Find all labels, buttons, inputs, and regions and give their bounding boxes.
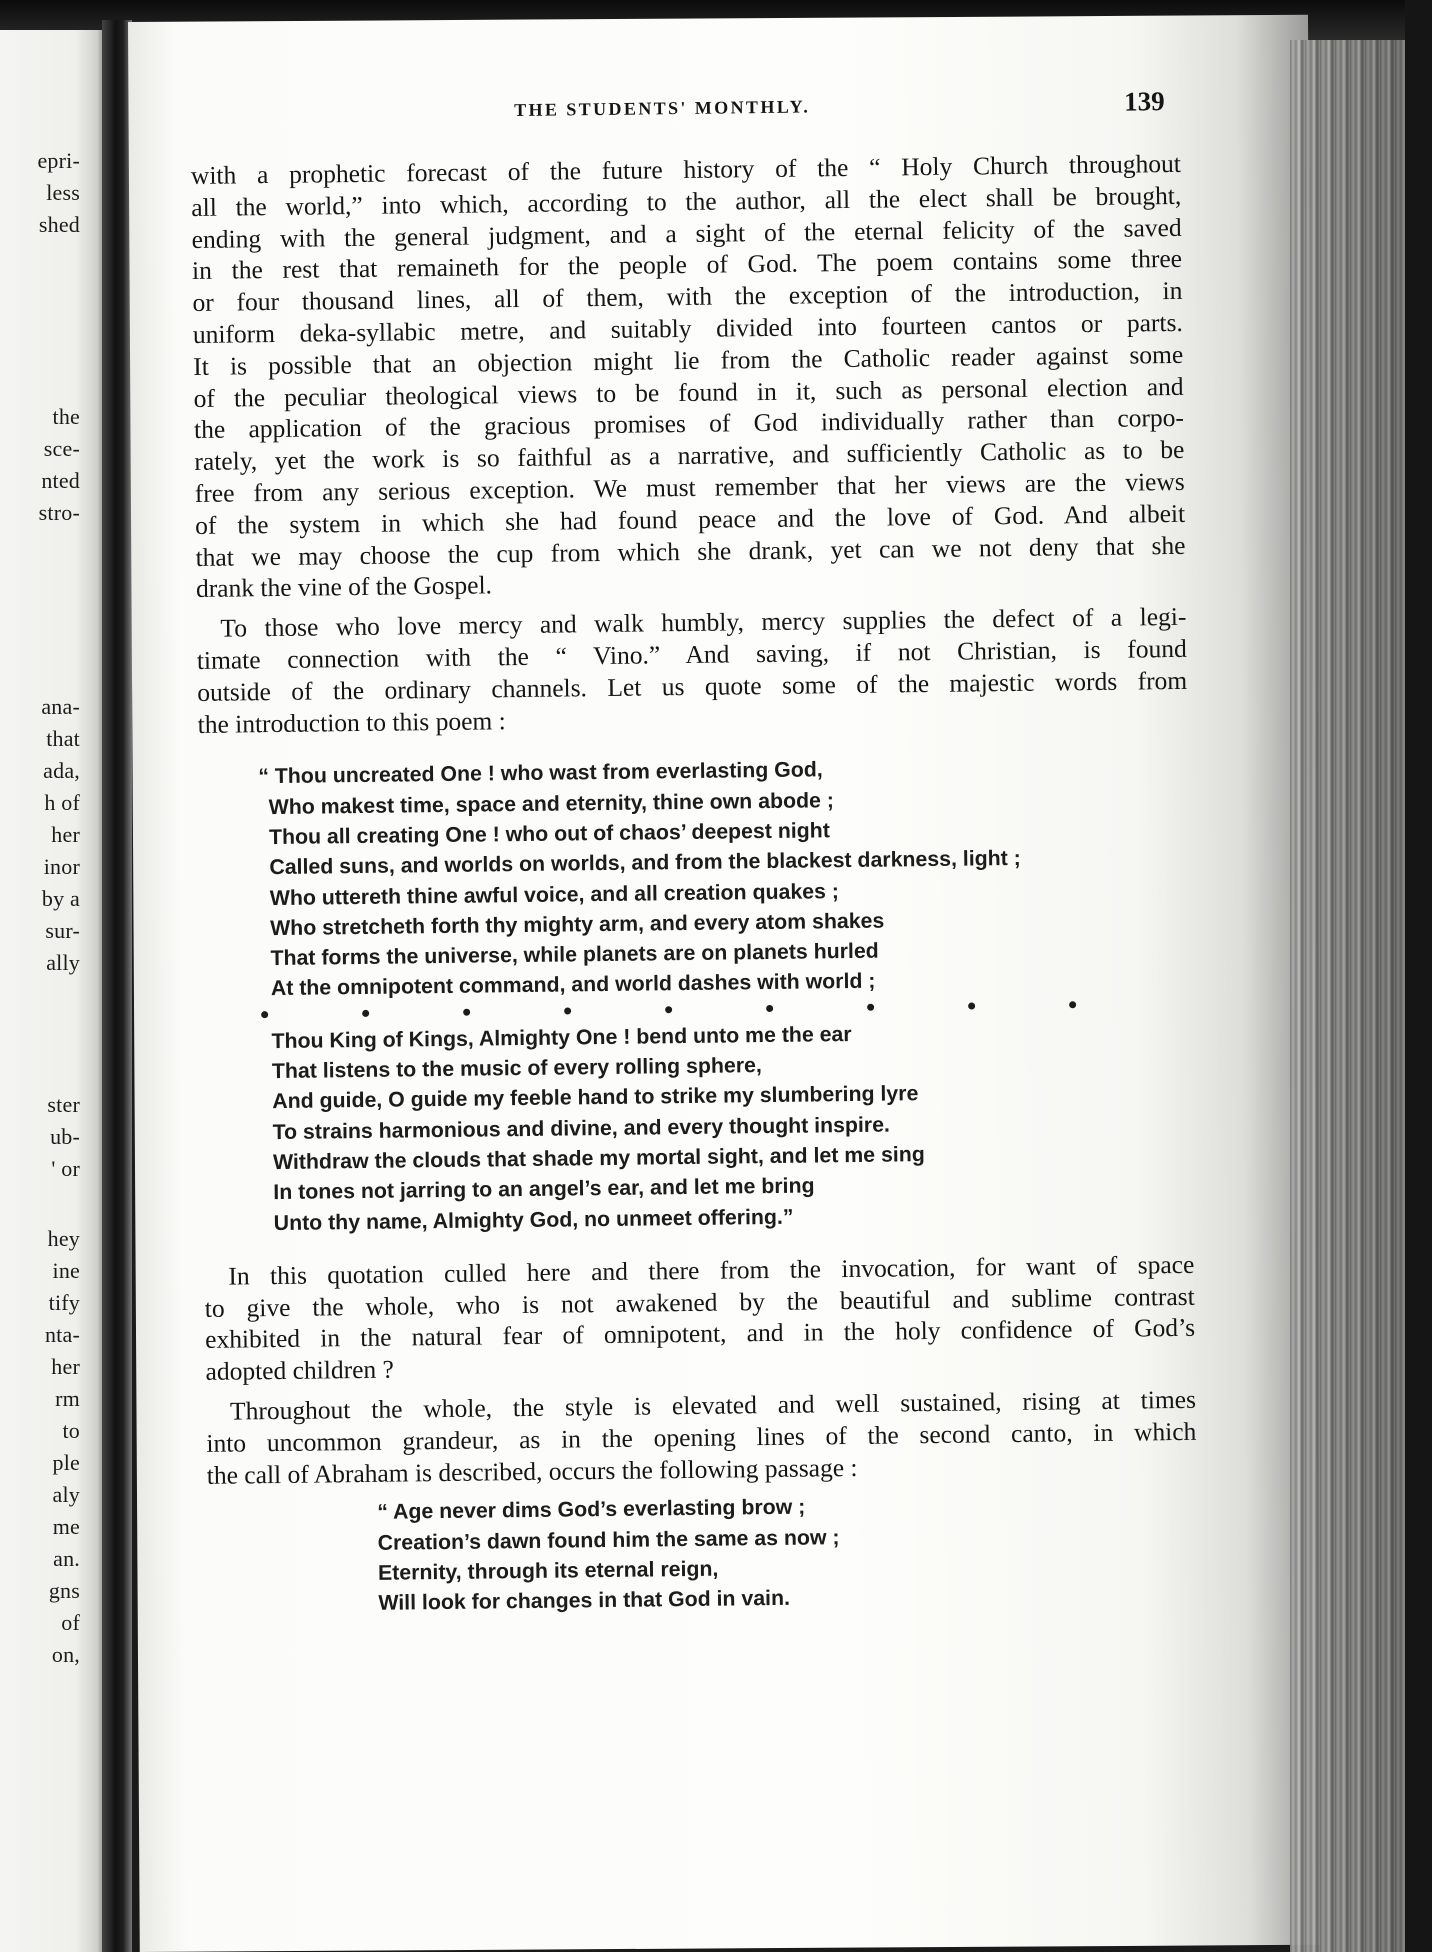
- text-line: to give the whole, who is not awakened by the beautiful and sublime contrast: [204, 1281, 1195, 1323]
- fragment: me: [52, 1514, 80, 1539]
- fragment: ple: [52, 1450, 80, 1475]
- verse-line: Withdraw the clouds that shade my mortal sight, and let me sing: [272, 1142, 925, 1174]
- verse-line: Called suns, and worlds on worlds, and from the blackest darkness, light ;: [269, 846, 1021, 880]
- text-line: the introduction to this poem :: [197, 705, 506, 739]
- fragment: inor: [43, 854, 80, 879]
- text-line: free from any serious exception. We must remember that her views are the views: [194, 466, 1185, 508]
- verse-line: That forms the universe, while planets are on planets hurled: [270, 938, 879, 971]
- paragraph-2: [196, 601, 1187, 740]
- verse-line: At the omnipotent command, and world dashes with world ;: [270, 969, 876, 1001]
- text-line: into uncommon grandeur, as in the opening lines of the second canto, in which: [206, 1416, 1197, 1458]
- text-line: or four thousand lines, all of them, with the exception of the introduction, in: [192, 276, 1183, 318]
- fragment: by a: [41, 886, 80, 911]
- text-line: It is possible that an objection might lie from the Catholic reader against some: [193, 339, 1184, 381]
- fragment: sce-: [43, 436, 80, 461]
- text-line: with a prophetic forecast of the future history of the “ Holy Church throughout: [190, 148, 1182, 190]
- fragment: less: [46, 180, 80, 205]
- text-line: In this quotation culled here and there from the invocation, for want of space: [228, 1249, 1195, 1291]
- fragment: ada,: [43, 758, 80, 783]
- verse-line: Who uttereth thine awful voice, and all creation quakes ;: [269, 878, 840, 910]
- fragment: her: [51, 1354, 80, 1379]
- text-line: of the peculiar theological views to be found in it, such as personal election and: [193, 371, 1184, 413]
- dot-icon: [1069, 1001, 1076, 1008]
- text-line: Throughout the whole, the style is elevated and well sustained, rising at times: [229, 1384, 1197, 1426]
- fragment: to: [62, 1418, 80, 1443]
- verse-line: “ Age never dims God’s everlasting brow ;: [377, 1494, 806, 1525]
- fragment: her: [51, 822, 80, 847]
- fragment: epri-: [37, 148, 80, 173]
- paragraph-1: [191, 148, 1186, 605]
- fragment: that: [46, 726, 80, 751]
- journal-title: THE STUDENTS' MONTHLY.: [514, 96, 811, 121]
- dot-icon: [564, 1008, 571, 1015]
- verse-line: Thou all creating One ! who out of chaos’ deepest night: [268, 818, 830, 850]
- verse-line: Who stretcheth forth thy mighty arm, and every atom shakes: [269, 908, 885, 940]
- text-line: exhibited in the natural fear of omnipotent, and in the holy confidence of God’s: [204, 1313, 1196, 1355]
- verse-line: Will look for changes in that God in vain.: [378, 1586, 791, 1616]
- fragment: sur-: [45, 918, 80, 943]
- paragraph-4: [206, 1384, 1197, 1491]
- dot-icon: [867, 1004, 874, 1011]
- fragment: ster: [47, 1092, 80, 1117]
- fragment: nta-: [44, 1322, 80, 1347]
- fragment: gns: [48, 1578, 80, 1603]
- dot-icon: [362, 1010, 369, 1017]
- text-line: in the rest that remaineth for the people of God. The poem contains some three: [191, 244, 1183, 286]
- fragment: ana-: [41, 694, 80, 719]
- fragment: on,: [51, 1642, 80, 1667]
- text-line: all the world,” into which, according to the author, all the elect shall be brought,: [191, 180, 1182, 222]
- text-line: that we may choose the cup from which she drank, yet can we not deny that she: [195, 530, 1186, 572]
- fragment: h of: [44, 790, 80, 815]
- verse-line: To strains harmonious and divine, and every thought inspire.: [272, 1112, 891, 1144]
- text-line: the call of Abraham is described, occurs the following passage :: [206, 1452, 858, 1490]
- verse-quotation-1: [258, 750, 1194, 1238]
- text-line: drank the vine of the Gospel.: [195, 570, 493, 604]
- fragment: tify: [48, 1290, 80, 1315]
- dot-icon: [766, 1005, 773, 1012]
- verse-line: Who makest time, space and eternity, thine own abode ;: [268, 787, 835, 819]
- text-line: To those who love mercy and walk humbly, mercy supplies the defect of a legi-: [220, 602, 1187, 643]
- verse-line: In tones not jarring to an angel’s ear, and let me bring: [273, 1173, 815, 1205]
- text-line: the application of the gracious promises of God individually rather than corpo-: [193, 403, 1185, 445]
- text-line: rately, yet the work is so faithful as a narrative, and sufficiently Catholic as to be: [194, 435, 1185, 477]
- fragment: ine: [52, 1258, 80, 1283]
- page-number: 139: [1123, 86, 1165, 117]
- dot-icon: [261, 1011, 268, 1018]
- fragment: ' or: [51, 1156, 80, 1181]
- fragment: rm: [55, 1386, 80, 1411]
- right-background: [1405, 0, 1432, 1952]
- verse-line: Creation’s dawn found him the same as now ;: [377, 1524, 840, 1555]
- verse-line: Thou King of Kings, Almighty One ! bend unto me the ear: [271, 1021, 852, 1053]
- running-head: [190, 88, 1181, 160]
- paragraph-3: [204, 1249, 1195, 1388]
- text-line: ending with the general judgment, and a sight of the eternal felicity of the saved: [191, 212, 1182, 254]
- verse-quotation-2: [377, 1487, 1198, 1618]
- text-line: of the system in which she had found peace and the love of God. And albeit: [195, 498, 1186, 540]
- fragment: an.: [53, 1546, 80, 1571]
- fragment: stro-: [38, 500, 80, 525]
- text-line: adopted children ?: [205, 1354, 395, 1387]
- fragment: of: [61, 1610, 80, 1635]
- fragment: the: [52, 404, 80, 429]
- text-line: outside of the ordinary channels. Let us quote some of the majestic words from: [197, 665, 1188, 707]
- fragment: ally: [46, 950, 80, 975]
- dot-icon: [665, 1006, 672, 1013]
- dot-icon: [968, 1003, 975, 1010]
- fragment: shed: [38, 212, 80, 237]
- text-line: uniform deka-syllabic metre, and suitably divided into fourteen cantos or parts.: [192, 307, 1183, 349]
- fragment: ub-: [50, 1124, 80, 1149]
- text-line: timate connection with the “ Vino.” And saving, if not Christian, is found: [196, 633, 1187, 675]
- verse-line: And guide, O guide my feeble hand to strike my slumbering lyre: [272, 1081, 919, 1114]
- fragment: hey: [47, 1226, 80, 1251]
- page-content: [190, 88, 1199, 1621]
- fragment: aly: [52, 1482, 80, 1507]
- verse-line: Unto thy name, Almighty God, no unmeet offering.”: [273, 1204, 794, 1235]
- dot-icon: [463, 1009, 470, 1016]
- book-gutter: [102, 20, 132, 1952]
- verse-line: That listens to the music of every rolling sphere,: [271, 1053, 762, 1084]
- verse-line: “ Thou uncreated One ! who wast from everlasting God,: [258, 757, 823, 789]
- verse-line: Eternity, through its eternal reign,: [377, 1556, 719, 1585]
- fragment: nted: [41, 468, 80, 493]
